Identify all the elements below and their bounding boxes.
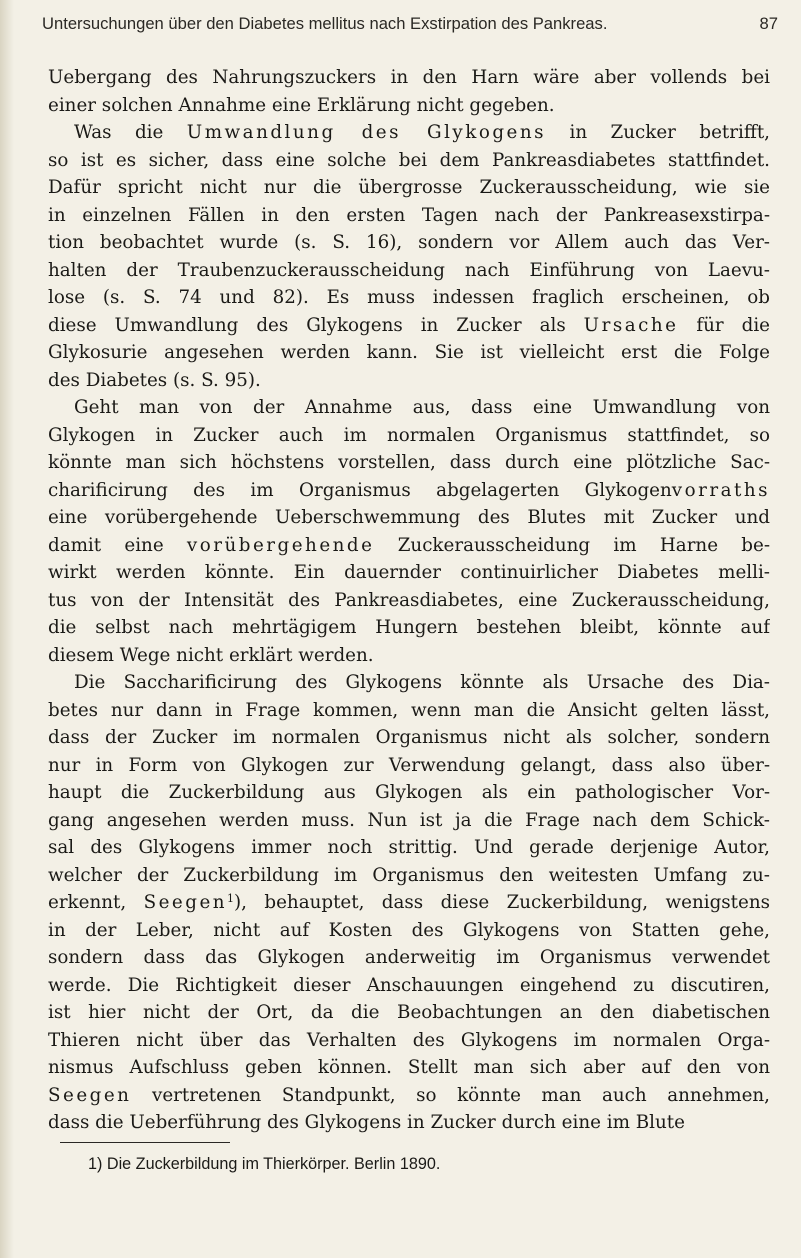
text-line: welcher der Zuckerbildung im Organismus den weitesten Umfang zu- <box>48 864 770 886</box>
text-line: Thieren nicht über das Verhalten des Glykogens im normalen Orga- <box>48 1029 770 1051</box>
text-line: diese Umwandlung des Glykogens in Zucker als Ursache für die <box>48 314 770 336</box>
text-line: könnte man sich höchstens vorstellen, dass durch eine plötzliche Sac- <box>48 452 770 473</box>
body-text <box>48 64 770 1137</box>
text-line: tus von der Intensität des Pankreasdiabetes, eine Zuckerausscheidung, <box>48 589 770 611</box>
text-line: betes nur dann in Frage kommen, wenn man die Ansicht gelten lässt, <box>48 699 770 721</box>
text-line: halten der Traubenzuckerausscheidung nach Einführung von Laevu- <box>48 259 770 281</box>
footnote: 1) Die Zuckerbildung im Thierkörper. Berlin 1890. <box>88 1155 441 1173</box>
text-line: Was die Umwandlung des Glykogens in Zucker betrifft, <box>74 122 770 143</box>
text-line: werde. Die Richtigkeit dieser Anschauungen eingehend zu discutiren, <box>48 974 770 996</box>
text-line: haupt die Zuckerbildung aus Glykogen als ein pathologischer Vor- <box>48 782 770 803</box>
text-line: Seegen vertretenen Standpunkt, so könnte man auch annehmen, <box>48 1084 770 1106</box>
text-line: lose (s. S. 74 und 82). Es muss indessen fraglich erscheinen, ob <box>48 287 770 308</box>
page-edge <box>0 0 14 1258</box>
text-line: Die Saccharificirung des Glykogens könnte als Ursache des Dia- <box>74 672 770 693</box>
text-line: dass der Zucker im normalen Organismus nicht als solcher, sondern <box>48 727 770 748</box>
text-line: dass die Ueberführung des Glykogens in Zucker durch eine im Blute <box>48 1112 685 1133</box>
page-number: 87 <box>759 14 778 33</box>
spaced-emphasis: vorraths <box>671 479 770 501</box>
text-line: nismus Aufschluss geben können. Stellt man sich aber auf den von <box>48 1057 770 1078</box>
text-line: erkennt, Seegen$^1$), behauptet, dass diese Zuckerbildung, wenigstens <box>48 892 770 913</box>
text-line: in der Leber, nicht auf Kosten des Glykogens von Statten gehe, <box>48 919 770 941</box>
text-line: in einzelnen Fällen in den ersten Tagen nach der Pankreasexstirpa- <box>48 204 770 226</box>
text-line: die selbst nach mehrtägigem Hungern bestehen bleibt, könnte auf <box>48 617 770 638</box>
text-line: einer solchen Annahme eine Erklärung nicht gegeben. <box>48 94 555 116</box>
text-line: Dafür spricht nicht nur die übergrosse Zuckerausscheidung, wie sie <box>48 177 770 198</box>
spaced-emphasis: Ursache <box>583 314 679 336</box>
spaced-emphasis: Seegen <box>48 1084 132 1106</box>
text-line: Glykosurie angesehen werden kann. Sie ist vielleicht erst die Folge <box>48 342 770 363</box>
text-line: Uebergang des Nahrungszuckers in den Harn wäre aber vollends bei <box>48 67 770 88</box>
footnote-rule <box>60 1142 230 1143</box>
spaced-emphasis: vorübergehende <box>186 534 375 556</box>
text-line: Glykogen in Zucker auch im normalen Organismus stattfindet, so <box>48 424 770 446</box>
text-line: nur in Form von Glykogen zur Verwendung gelangt, dass also über- <box>48 754 770 776</box>
text-line: sondern dass das Glykogen anderweitig im Organismus verwendet <box>48 947 770 968</box>
text-line: eine vorübergehende Ueberschwemmung des Blutes mit Zucker und <box>48 507 770 528</box>
text-line: damit eine vorübergehende Zuckerausscheidung im Harne be- <box>48 534 770 556</box>
text-line: so ist es sicher, dass eine solche bei dem Pankreasdiabetes stattfindet. <box>48 149 770 171</box>
text-line: charificirung des im Organismus abgelagerten Glykogenvorraths <box>48 479 770 501</box>
text-line: ist hier nicht der Ort, da die Beobachtungen an den diabetischen <box>48 1002 770 1023</box>
text-line: diesem Wege nicht erklärt werden. <box>48 644 374 666</box>
text-line: gang angesehen werden muss. Nun ist ja die Frage nach dem Schick- <box>48 809 770 831</box>
spaced-emphasis: Umwandlung des Glykogens <box>186 122 547 143</box>
text-line: tion beobachtet wurde (s. S. 16), sondern vor Allem auch das Ver- <box>48 232 770 253</box>
text-line: Geht man von der Annahme aus, dass eine Umwandlung von <box>74 397 770 418</box>
running-head-title: Untersuchungen über den Diabetes mellitus nach Exstirpation des Pankreas. <box>42 14 608 33</box>
text-line: des Diabetes (s. S. 95). <box>48 369 261 391</box>
footnote-marker: 1 <box>227 892 235 905</box>
spaced-emphasis: Seegen <box>143 892 228 913</box>
text-line: wirkt werden könnte. Ein dauernder continuirlicher Diabetes melli- <box>48 562 770 583</box>
running-head <box>42 10 782 40</box>
text-line: sal des Glykogens immer noch strittig. Und gerade derjenige Autor, <box>48 837 770 858</box>
